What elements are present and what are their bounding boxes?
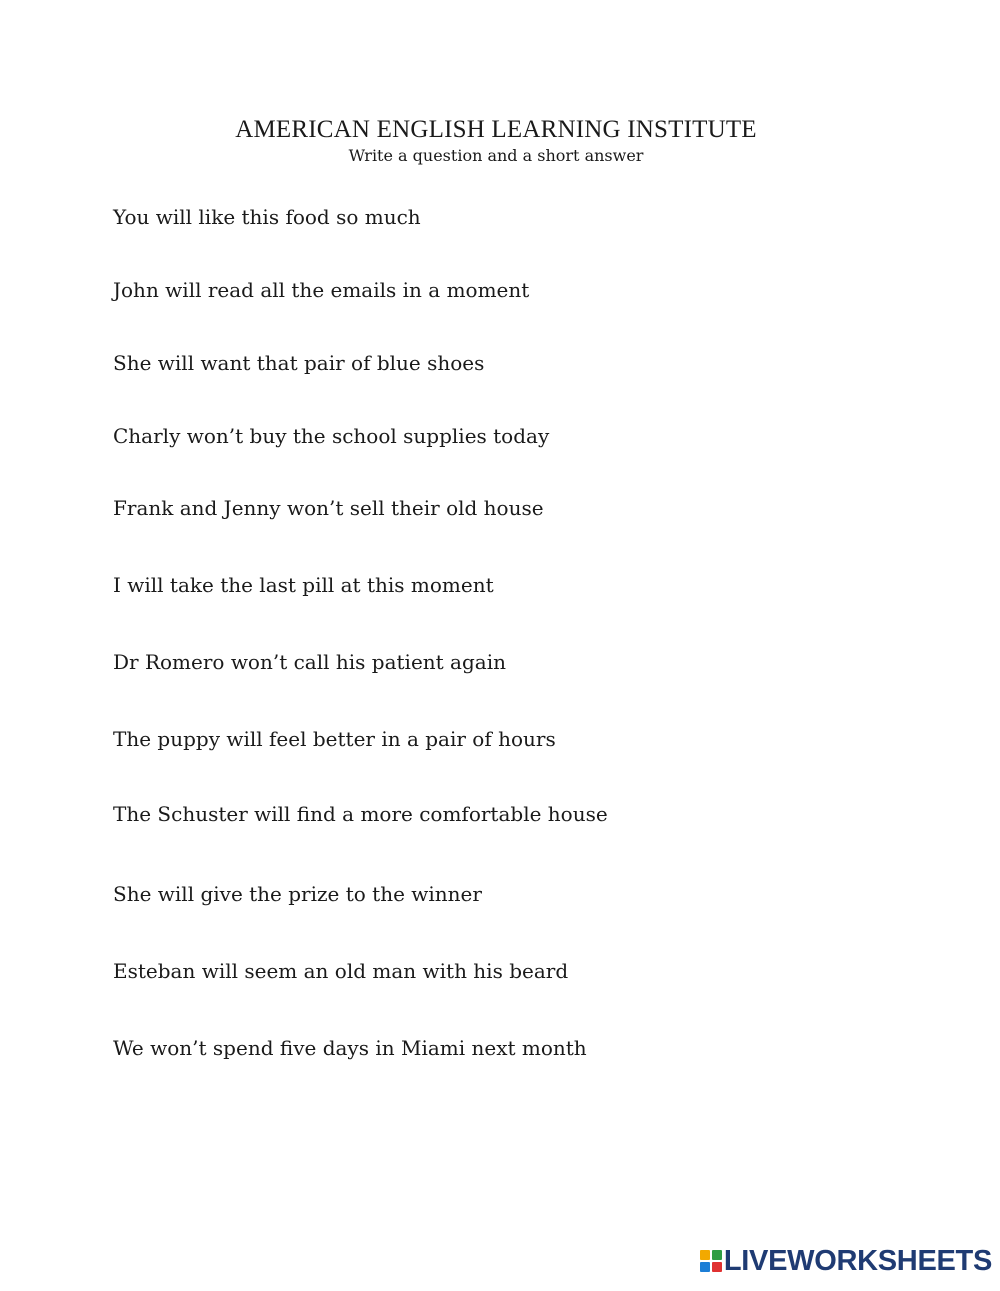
sentence-3: She will want that pair of blue shoes (113, 351, 485, 375)
sentence-4: Charly won’t buy the school supplies today (113, 424, 550, 448)
sentence-10: She will give the prize to the winner (113, 882, 482, 906)
logo-text: LIVEWORKSHEETS (723, 1244, 992, 1277)
sentence-9: The Schuster will find a more comfortable house (113, 802, 608, 826)
document-subtitle: Write a question and a short answer (348, 146, 644, 165)
document-title: AMERICAN ENGLISH LEARNING INSTITUTE (235, 116, 757, 143)
logo-block (700, 1250, 710, 1260)
sentence-1: You will like this food so much (113, 205, 421, 229)
logo-block (700, 1262, 710, 1272)
logo-block (712, 1250, 722, 1260)
sentence-6: I will take the last pill at this moment (113, 573, 494, 597)
sentence-2: John will read all the emails in a moment (113, 278, 530, 302)
sentence-7: Dr Romero won’t call his patient again (113, 650, 506, 674)
sentence-11: Esteban will seem an old man with his beard (113, 959, 569, 983)
logo-blocks-icon (700, 1250, 722, 1272)
liveworksheets-logo (700, 1246, 992, 1276)
sentence-12: We won’t spend five days in Miami next month (113, 1036, 587, 1060)
sentence-8: The puppy will feel better in a pair of hours (113, 727, 556, 751)
logo-block (712, 1262, 722, 1272)
sentence-5: Frank and Jenny won’t sell their old house (113, 496, 544, 520)
